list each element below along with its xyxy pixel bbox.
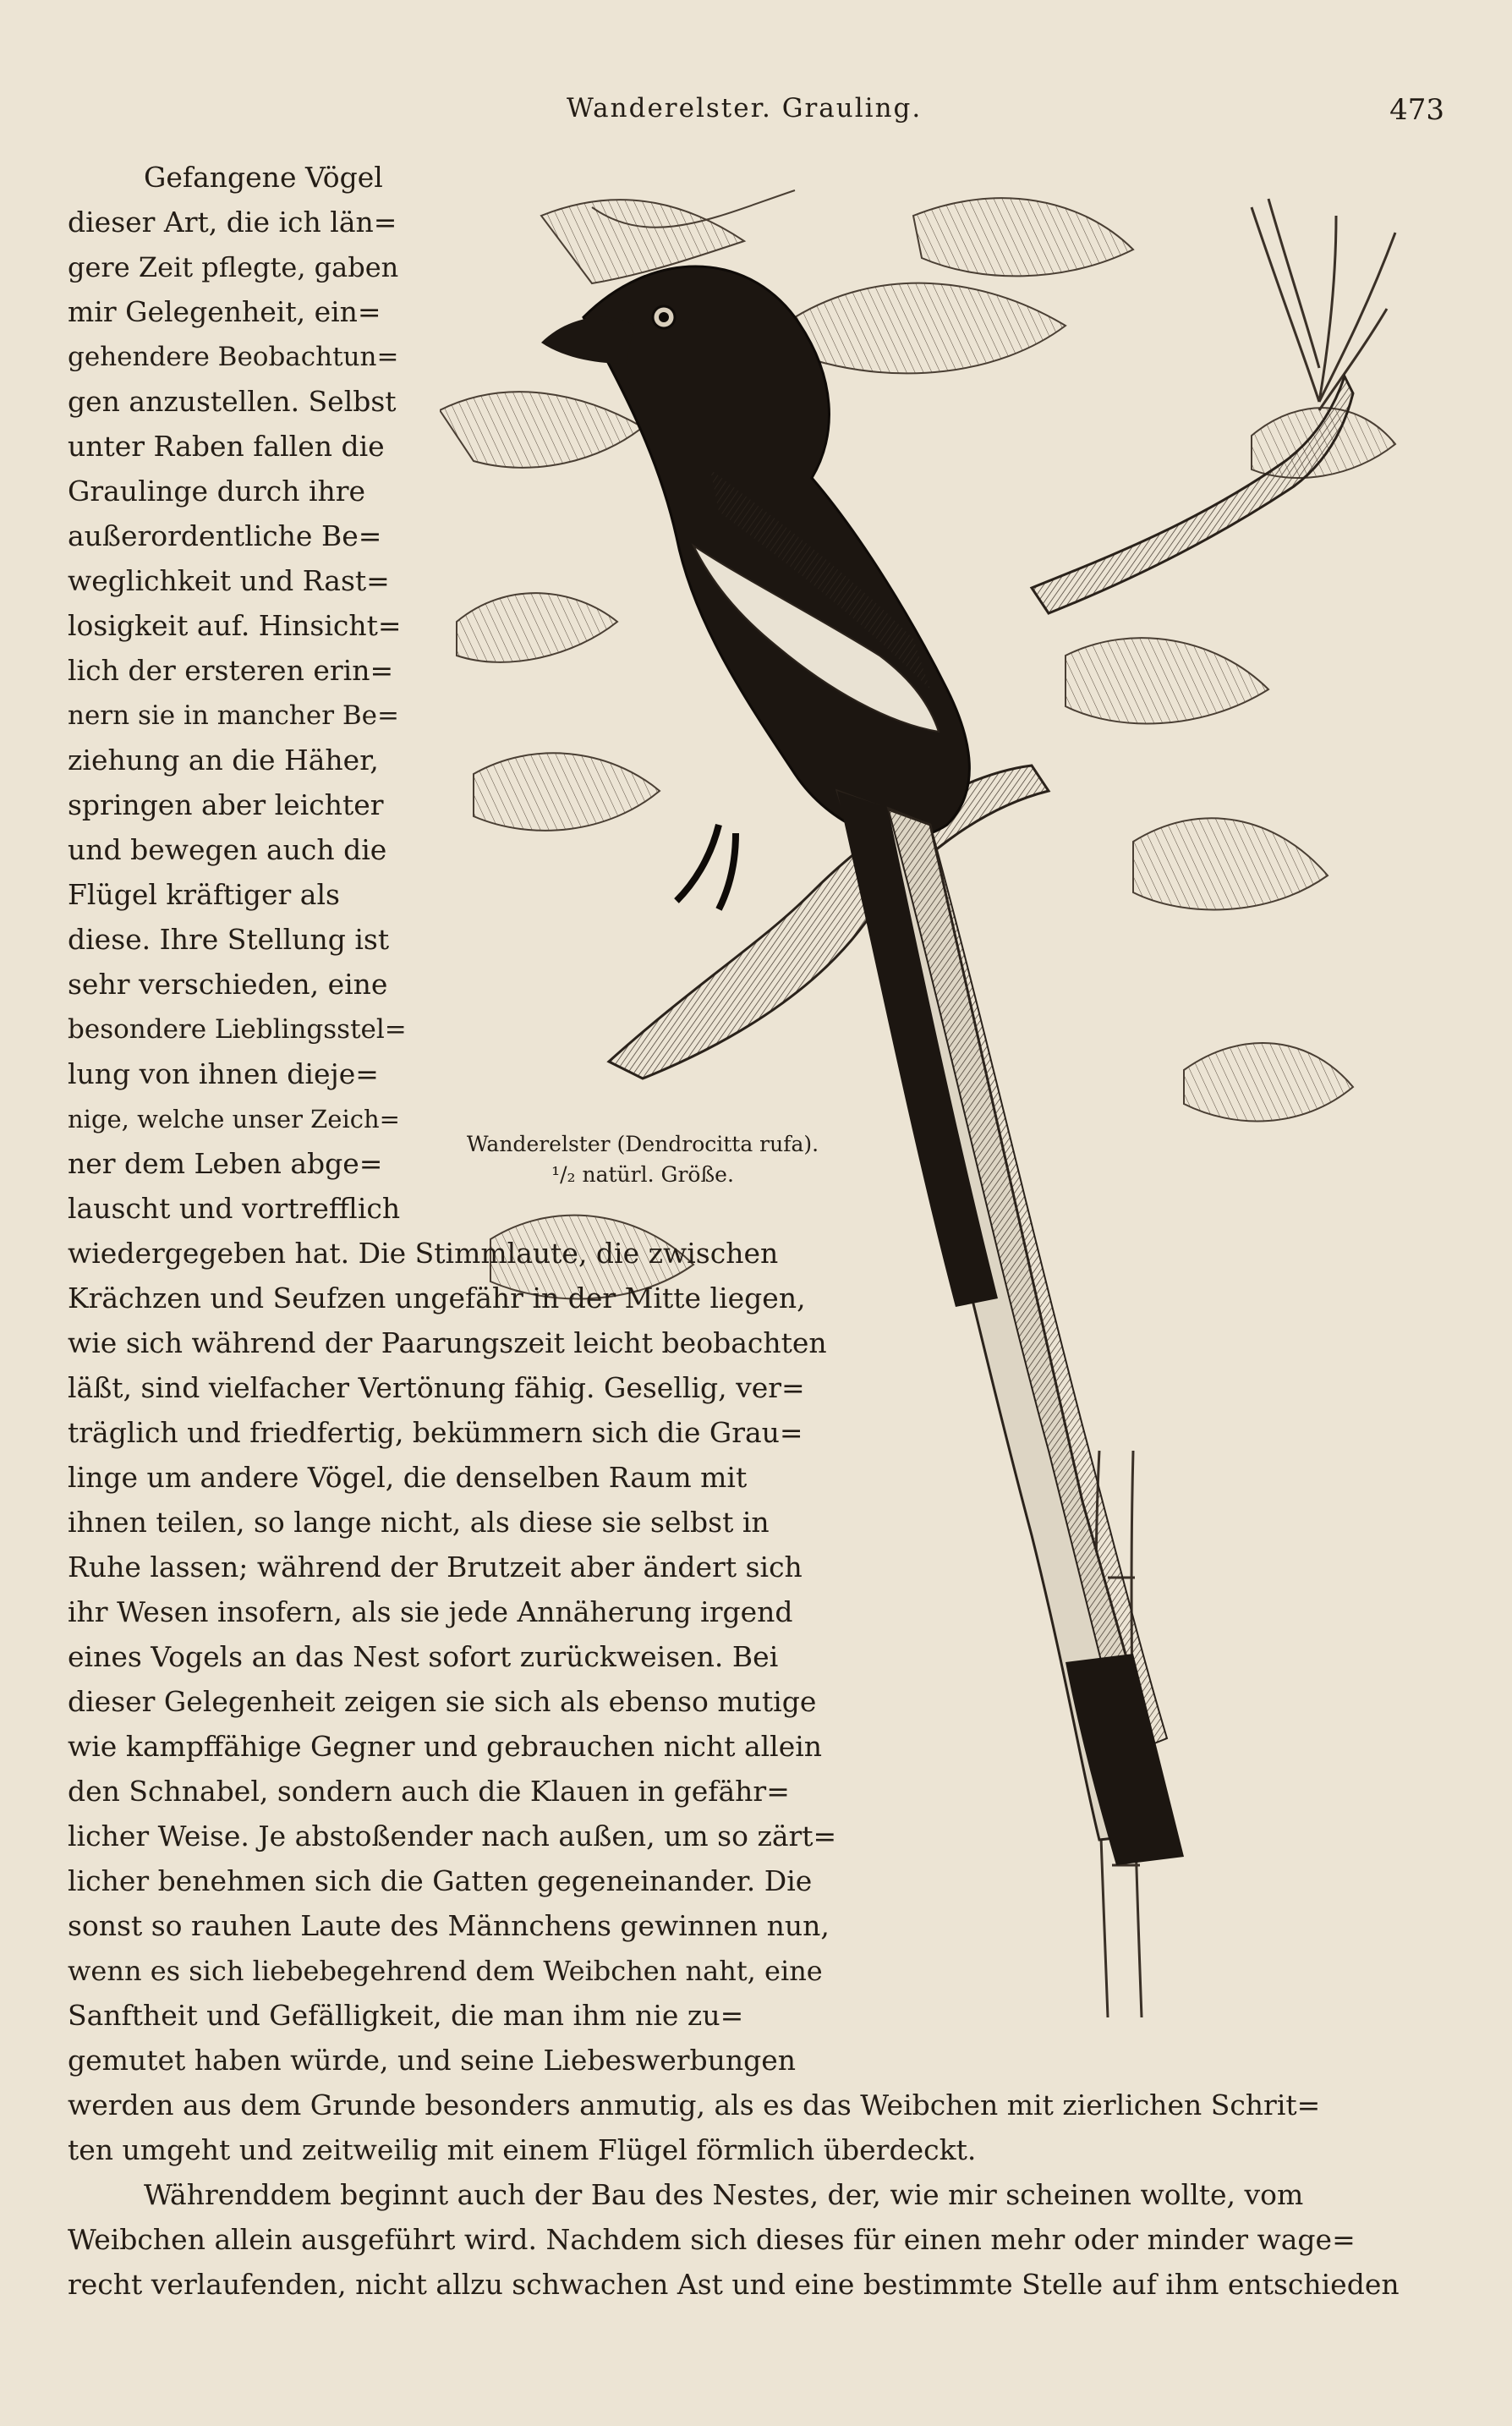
text-line: den Schnabel, sondern auch die Klauen in gefähr=: [68, 1775, 790, 1808]
text-line: läßt, sind vielfacher Vertönung fähig. Gesellig, ver=: [68, 1371, 805, 1404]
text-line: wenn es sich liebebegehrend dem Weibchen naht, eine: [68, 1955, 823, 1987]
figure-caption: [440, 1129, 846, 1190]
text-line: diese. Ihre Stellung ist: [68, 923, 390, 956]
text-line: dieser Gelegenheit zeigen sie sich als ebenso mutige: [68, 1685, 817, 1718]
text-line: springen aber leichter: [68, 788, 384, 821]
caption-line-1: Wanderelster (Dendrocitta rufa).: [466, 1132, 819, 1156]
text-line: gehendere Beobachtun=: [68, 342, 399, 372]
text-line: wie sich während der Paarungszeit leicht beobachten: [68, 1326, 827, 1359]
text-line: und bewegen auch die: [68, 833, 387, 866]
caption-line-2: ¹/₂ natürl. Größe.: [551, 1162, 734, 1187]
text-line: dieser Art, die ich län=: [68, 206, 397, 239]
text-line: mir Gelegenheit, ein=: [68, 295, 381, 328]
text-line: licher Weise. Je abstoßender nach außen, um so zärt=: [68, 1820, 837, 1852]
text-line: weglichkeit und Rast=: [68, 564, 390, 597]
running-header: [0, 93, 1512, 135]
text-line: besondere Lieblingsstel=: [68, 1014, 407, 1045]
text-line: lauscht und vortrefflich: [68, 1192, 401, 1225]
text-line: Graulinge durch ihre: [68, 475, 366, 508]
text-line: wiedergegeben hat. Die Stimmlaute, die zwischen: [68, 1237, 779, 1270]
text-line: nige, welche unser Zeich=: [68, 1105, 400, 1133]
text-line: Flügel kräftiger als: [68, 878, 340, 911]
text-line: werden aus dem Grunde besonders anmutig, als es das Weibchen mit zierlichen Schrit=: [68, 2088, 1321, 2121]
text-line: ner dem Leben abge=: [68, 1147, 383, 1180]
text-line: sehr verschieden, eine: [68, 968, 388, 1001]
text-line: recht verlaufenden, nicht allzu schwachen Ast und eine bestimmte Stelle auf ihm entschieden: [68, 2268, 1400, 2301]
text-line: wie kampffähige Gegner und gebrauchen nicht allein: [68, 1730, 823, 1763]
text-line: Krächzen und Seufzen ungefähr in der Mitte liegen,: [68, 1282, 806, 1315]
text-line: ihr Wesen insofern, als sie jede Annäherung irgend: [68, 1595, 793, 1628]
text-line: losigkeit auf. Hinsicht=: [68, 609, 402, 642]
text-line: sonst so rauhen Laute des Männchens gewinnen nun,: [68, 1909, 830, 1942]
text-line: unter Raben fallen die: [68, 430, 385, 463]
text-line: eines Vogels an das Nest sofort zurückweisen. Bei: [68, 1640, 779, 1673]
text-line: gere Zeit pflegte, gaben: [68, 251, 399, 283]
text-line: Währenddem beginnt auch der Bau des Nestes, der, wie mir scheinen wollte, vom: [144, 2178, 1304, 2211]
text-line: Gefangene Vögel: [144, 161, 383, 194]
text-line: Sanftheit und Gefälligkeit, die man ihm nie zu=: [68, 1999, 744, 2032]
text-line: außerordentliche Be=: [68, 519, 382, 552]
running-title: Wanderelster. Grauling.: [567, 93, 923, 123]
text-line: gen anzustellen. Selbst: [68, 385, 397, 418]
text-line: licher benehmen sich die Gatten gegeneinander. Die: [68, 1864, 813, 1897]
text-line: Weibchen allein ausgeführt wird. Nachdem sich dieses für einen mehr oder minder wage=: [68, 2223, 1356, 2256]
text-line: nern sie in mancher Be=: [68, 700, 399, 731]
text-line: Ruhe lassen; während der Brutzeit aber ändert sich: [68, 1551, 803, 1583]
text-line: gemutet haben würde, und seine Liebeswerbungen: [68, 2044, 797, 2077]
text-line: linge um andere Vögel, die denselben Raum mit: [68, 1461, 748, 1494]
text-line: ziehung an die Häher,: [68, 744, 379, 777]
text-line: ten umgeht und zeitweilig mit einem Flügel förmlich überdeckt.: [68, 2133, 977, 2166]
text-line: lich der ersteren erin=: [68, 654, 394, 687]
text-line: träglich und friedfertig, bekümmern sich die Grau=: [68, 1416, 803, 1449]
text-line: lung von ihnen dieje=: [68, 1057, 379, 1090]
text-line: ihnen teilen, so lange nicht, als diese sie selbst in: [68, 1506, 770, 1539]
page-number: 473: [1389, 93, 1444, 127]
